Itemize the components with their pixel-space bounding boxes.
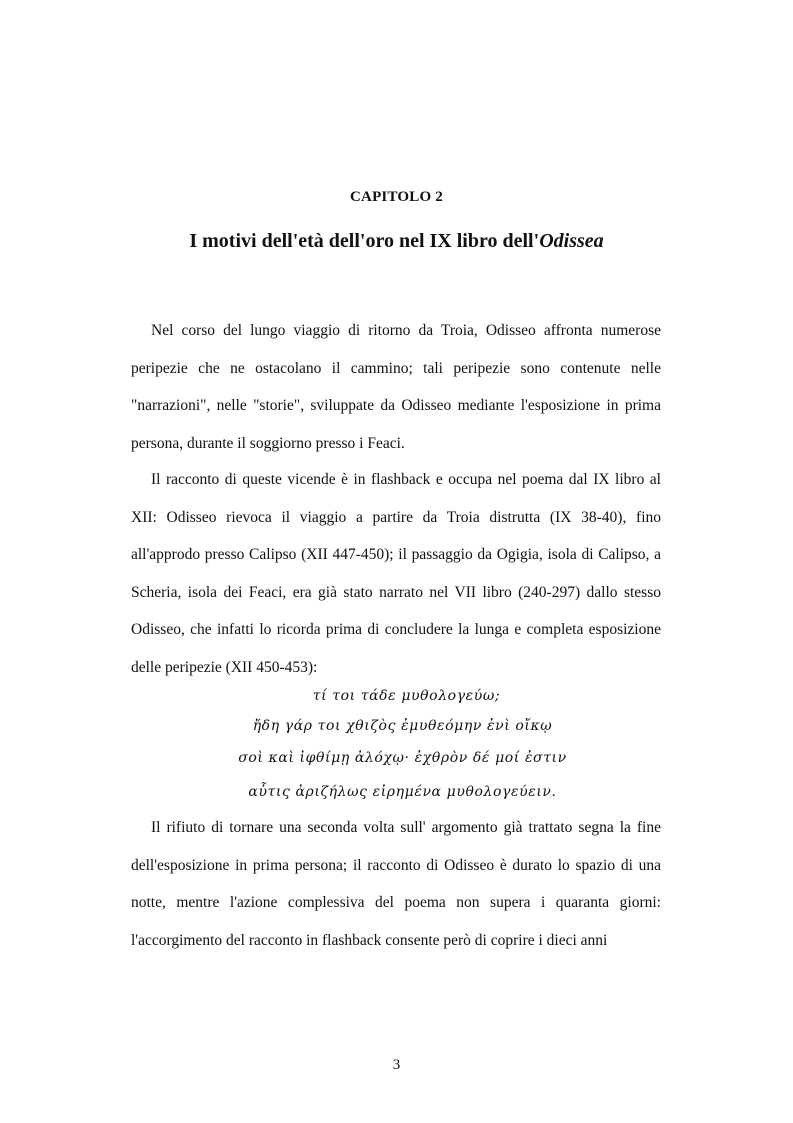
chapter-title-work: Odissea (539, 230, 604, 252)
page-number: 3 (392, 1057, 401, 1073)
paragraph-1: Nel corso del lungo viaggio di ritorno da Troia, Odisseo affronta numerose peripezie che ne ostacolano il cammino; tali peripezie sono contenute nelle "narrazioni", nelle "storie", sviluppate da Odisseo mediante l'esposizione in prima persona, durante il soggiorno presso i Feaci. (131, 322, 661, 452)
paragraph-3: Il rifiuto di tornare una seconda volta sull' argomento già trattato segna la fine dell'esposizione in prima persona; il racconto di Odisseo è durato lo spazio di una notte, mentre l'azione complessiva del poema non supera i quaranta giorni: l'accorgimento del racconto in flashback consente però di coprire i dieci anni (131, 819, 661, 949)
quote-line-2: ἤδη γάρ τοι χθιζὸς ἐμυθεόμην ἐνὶ οἴκῳ (252, 718, 553, 734)
chapter-title-text: I motivi dell'età dell'oro nel IX libro dell' (189, 230, 540, 252)
quote-line-4: αὖτις ἀριζήλως εἰρημένα μυθολογεύειν. (248, 784, 557, 800)
quote-line-3: σοὶ καὶ ἰφθίμῃ ἀλόχῳ· ἐχθρὸν δέ μοί ἐστιν (238, 750, 567, 766)
chapter-title (0, 230, 793, 253)
paragraph-2: Il racconto di queste vicende è in flashback e occupa nel poema dal IX libro al XII: Odisseo rievoca il viaggio a partire da Troia distrutta (IX 38-40), fino all'approdo presso Calipso (XII 447-450); il passaggio da Ogigia, isola di Calipso, a Scheria, isola dei Feaci, era già stato narrato nel VII libro (240-297) dallo stesso Odisseo, che infatti lo ricorda prima di concludere la lunga e completa esposizione delle peripezie (XII 450-453): (131, 471, 661, 676)
quote-line-1: τί τοι τάδε μυθολογεύω; (312, 688, 501, 704)
chapter-label: CAPITOLO 2 (350, 189, 443, 205)
